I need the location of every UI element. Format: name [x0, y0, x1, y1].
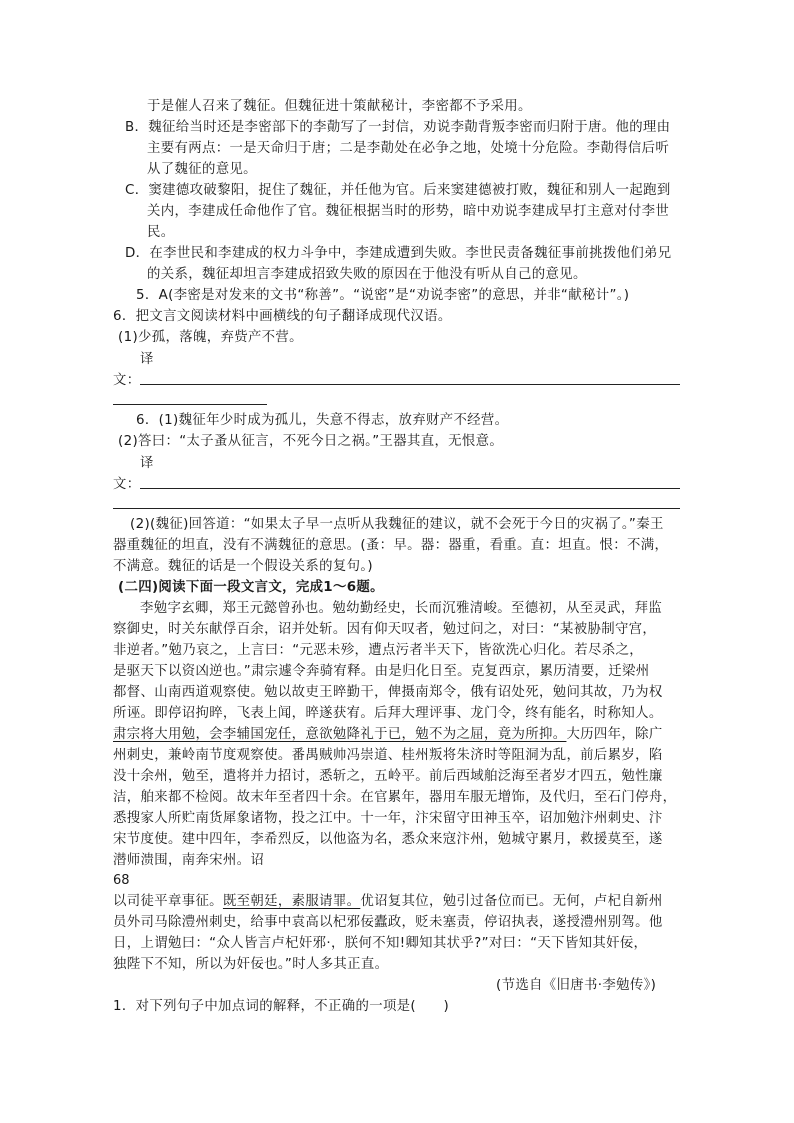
passage-line [113, 725, 663, 745]
passage-line: 日，上谓勉曰：“众人皆言卢杞奸邪·，朕何不知!卿知其状乎?”对曰：“天下皆知其奸佞， [113, 936, 648, 951]
answer-blank-line [113, 404, 267, 405]
question-1: 1．对下列句子中加点词的解释，不正确的一项是( ) [113, 999, 450, 1014]
text-line: 民。 [147, 225, 175, 240]
translate-label: 文： [113, 373, 141, 388]
option-b-line: B．魏征给当时还是李密部下的李勣写了一封信，劝说李勣背叛李密而归附于唐。他的理由 [125, 120, 671, 135]
sentence-1: (1)少孤，落魄，弃赀产不营。 [118, 330, 303, 345]
page-number: 68 [113, 873, 130, 888]
passage-line: 李勉字玄卿，郑王元懿曾孙也。勉幼勤经史，长而沉雅清峻。至德初，从至灵武，拜监 [140, 601, 663, 616]
text-line: 的关系，魏征却坦言李建成招致失败的原因在于他没有听从自己的意见。 [147, 267, 587, 282]
answer-blank-line [140, 488, 680, 489]
underlined-sentence: 既至朝廷，素服请罪。 [222, 894, 361, 909]
answer-blank-line [140, 384, 680, 385]
passage-line: 都督、山南西道观察使。勉以故吏王晬勤干，俾摄南郑令，俄有诏处死，勉问其故，乃为权 [113, 685, 663, 700]
text-line: 主要有两点：一是天命归于唐；二是李勣处在必争之地，处境十分危险。李勣得信后听 [147, 141, 670, 156]
passage-text: 大历四年，除广 [566, 727, 663, 742]
passage-line: 非逆者。”勉乃哀之，上言曰：“元恶未殄，遭点污者半天下，皆欲洗心归化。若尽杀之， [113, 643, 644, 658]
text-line: 关内，李建成任命他作了官。魏征根据当时的形势，暗中劝说李建成早打主意对付李世 [147, 204, 670, 219]
source-citation: (节选自《旧唐书·李勉传》) [496, 978, 657, 993]
passage-line: 员外司马除澧州刺史，给事中袁高以杞邪佞蠹政，贬未塞责，停诏执表，遂授澧州别驾。他 [113, 915, 663, 930]
sentence-2: (2)答曰：“太子蚤从征言，不死今日之祸。”王器其直，无恨意。 [118, 434, 504, 449]
passage-line [113, 892, 663, 912]
text-line: 于是催人召来了魏征。但魏征进十策献秘计，李密都不予采用。 [147, 99, 532, 114]
passage-text: 以司徒平章事征。 [113, 894, 223, 909]
text-line: 从了魏征的意见。 [147, 162, 257, 177]
section-heading: (二四)阅读下面一段文言文，完成1～6题。 [118, 580, 384, 595]
passage-line: 没十余州，勉至，遣将并力招讨，悉斩之，五岭平。前后西域舶泛海至者岁才四五，勉性廉 [113, 769, 663, 784]
translate-label: 译 [140, 352, 154, 367]
underlined-sentence: 肃宗将大用勉，会李辅国宠任，意欲勉降礼于已，勉不为之屈，竟为所抑。 [113, 727, 567, 742]
passage-line: 察御史，时关东献俘百余，诏并处斩。因有仰天叹者，勉过问之，对曰：“某被胁制守宫， [113, 622, 657, 637]
passage-line: 所诬。即停诏拘晬，飞表上闻，晬遂获宥。后拜大理评事、龙门令，终有能名，时称知人。 [113, 706, 663, 721]
option-c-line: C．窦建德攻破黎阳，捉住了魏征，并任他为官。后来窦建德被打败，魏征和别人一起跑到 [125, 183, 671, 198]
passage-text: 优诏复其位，勉引过备位而已。无何，卢杞自新州 [360, 894, 663, 909]
translate-label: 文： [113, 477, 141, 492]
answer-blank-line [113, 508, 680, 509]
text-line: 不满意。魏征的话是一个假设关系的复句。) [113, 559, 373, 574]
option-d-line: D．在李世民和李建成的权力斗争中，李建成遭到失败。李世民责备魏征事前挑拨他们弟兄 [125, 246, 672, 261]
passage-line: 独陛下不知，所以为奸佞也。”时人多其正直。 [113, 957, 389, 972]
passage-line: 州刺史，兼岭南节度观察使。番禺贼帅冯崇道、桂州叛将朱济时等阻洞为乱，前后累岁，陷 [113, 748, 663, 763]
question-6: 6．把文言文阅读材料中画横线的句子翻译成现代汉语。 [113, 309, 452, 324]
answer-5: 5．A(李密是对发来的文书“称善”。“说密”是“劝说李密”的意思，并非“献秘计”。) [136, 288, 630, 303]
passage-line: 洁，舶来都不检阅。故末年至者四十余。在官累年，器用车服无增饰，及代归，至石门停舟， [113, 790, 677, 805]
translate-label: 译 [140, 456, 154, 471]
passage-line: 悉搜家人所贮南货犀象诸物，投之江中。十一年，汴宋留守田神玉卒，诏加勉汴州刺史、汴 [113, 811, 663, 826]
text-line: 器重魏征的坦直，没有不满魏征的意思。(蚤：早。器：器重，看重。直：坦直。恨：不满， [113, 538, 669, 553]
passage-line: 潜师溃围，南奔宋州。诏 [113, 853, 265, 868]
passage-line: 宋节度使。建中四年，李希烈反，以他盗为名，悉众来寇汴州，勉城守累月，救援莫至，遂 [113, 832, 663, 847]
answer-6-1: 6．(1)魏征年少时成为孤儿，失意不得志，放弃财产不经营。 [136, 413, 509, 428]
passage-line: 是驱天下以资凶逆也。”肃宗遽令奔骑宥释。由是归化日至。克复西京，累历清要，迁梁州 [113, 664, 650, 679]
answer-6-2: (2)(魏征)回答道：“如果太子早一点听从我魏征的建议，就不会死于今日的灾祸了。”秦王 [130, 517, 664, 532]
